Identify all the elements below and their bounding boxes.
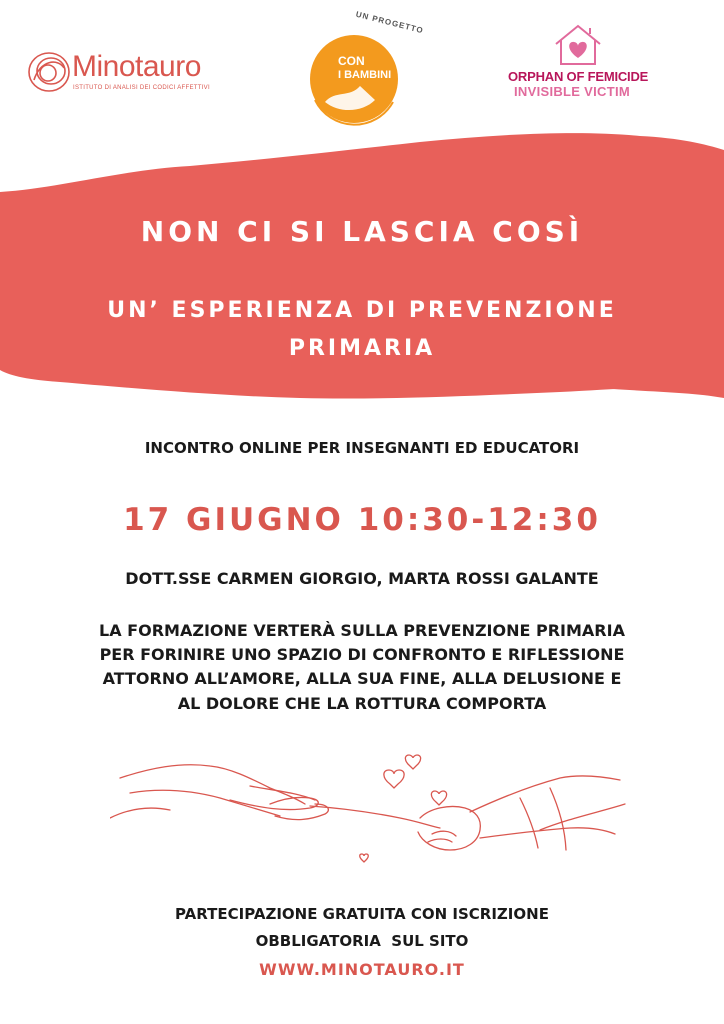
bambini-line2: I BAMBINI (338, 69, 392, 81)
description-line-3: ATTORNO ALL’AMORE, ALLA SUA FINE, ALLA DELUSIONE E (102, 669, 622, 688)
speakers: DOTT.SSE CARMEN GIORGIO, MARTA ROSSI GALANTE (125, 569, 599, 588)
registration-line-1: PARTECIPAZIONE GRATUITA CON ISCRIZIONE (175, 905, 549, 923)
event-type: INCONTRO ONLINE PER INSEGNANTI ED EDUCATORI (144, 439, 580, 457)
description-line-1: LA FORMAZIONE VERTERÀ SULLA PREVENZIONE PRIMARIA (99, 621, 625, 640)
hands-with-hearts-illustration (110, 738, 630, 878)
minotauro-name: Minotauro (72, 50, 201, 83)
orphan-line2: INVISIBLE VICTIM (514, 84, 631, 99)
description-line-2: PER FORINIRE UNO SPAZIO DI CONFRONTO E RIFLESSIONE (99, 645, 625, 664)
brush-stroke-banner (0, 130, 724, 410)
subtitle-line2: PRIMARIA (288, 336, 436, 361)
orphan-line1: ORPHAN OF FEMICIDE (508, 69, 649, 84)
bambini-arc-text: UN PROGETTO (354, 9, 425, 36)
minotauro-tagline: ISTITUTO DI ANALISI DEI CODICI AFFETTIVI (73, 85, 210, 91)
event-date: 17 GIUGNO 10:30-12:30 (123, 502, 601, 538)
orphan-of-femicide-logo (500, 22, 660, 102)
spiral-logo-icon (26, 50, 72, 94)
minotauro-logo (26, 48, 226, 98)
registration-line-2: OBBLIGATORIA SUL SITO (255, 932, 469, 950)
bambini-line1: CON (338, 54, 365, 68)
website-link[interactable]: WWW.MINOTAURO.IT (259, 960, 465, 979)
con-i-bambini-logo (300, 10, 430, 120)
page-title: NON CI SI LASCIA COSÌ (140, 215, 584, 248)
description-line-4: AL DOLORE CHE LA ROTTURA COMPORTA (177, 694, 547, 713)
house-heart-icon (552, 22, 604, 66)
subtitle-line1: UN’ ESPERIENZA DI PREVENZIONE (107, 298, 617, 323)
